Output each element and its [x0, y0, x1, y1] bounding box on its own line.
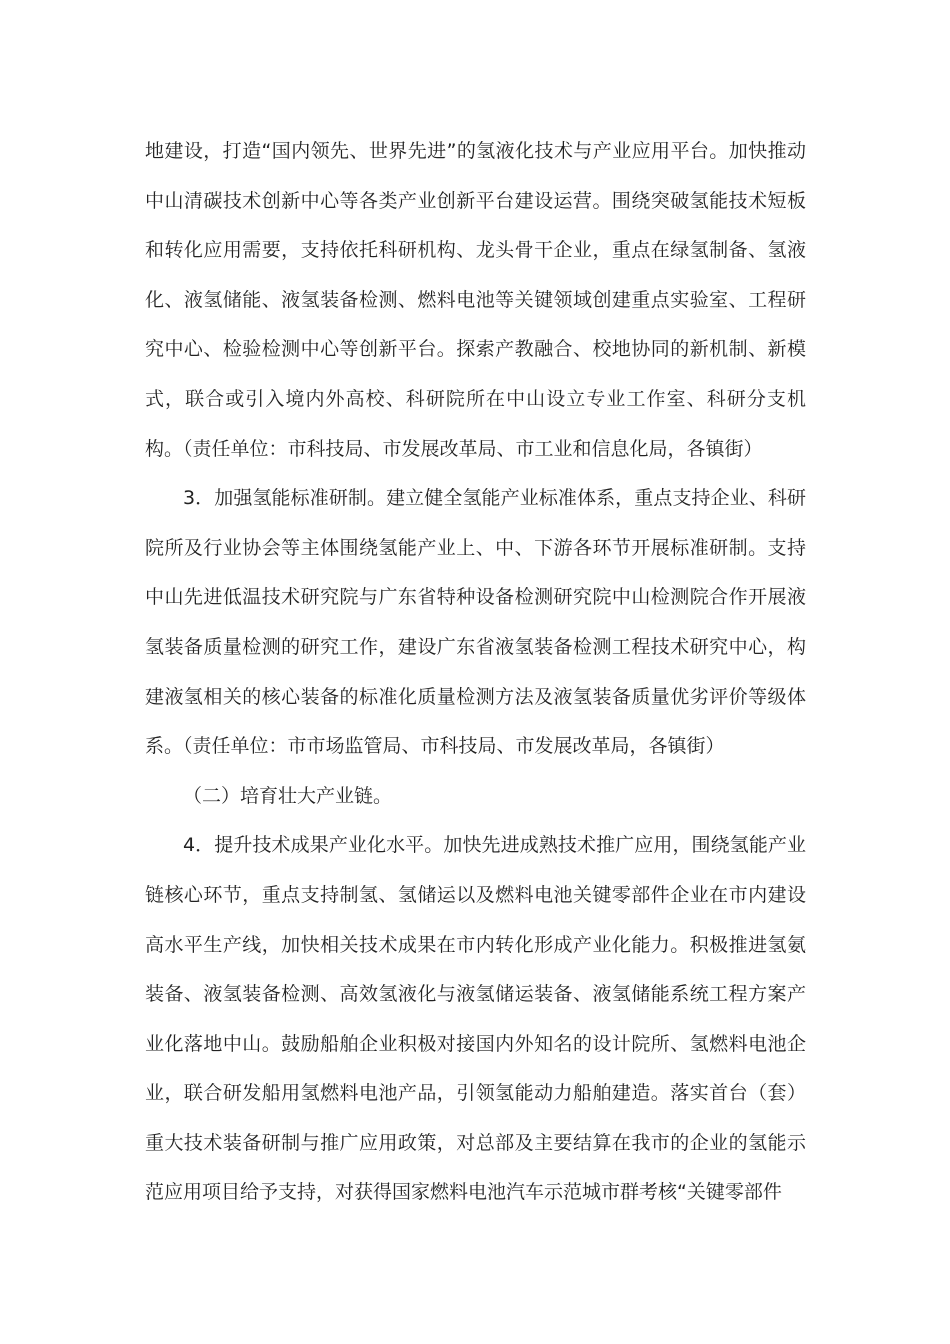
paragraph-continued-platforms: 地建设，打造“国内领先、世界先进”的氢液化技术与产业应用平台。加快推动中山清碳技术创新中心等各类产业创新平台建设运营。围绕突破氢能技术短板和转化应用需要，支持依托科研机构、龙头骨干企业，重点在绿氢制备、氢液化、液氢储能、液氢装备检测、燃料电池等关键领域创建重点实验室、工程研究中心、检验检测中心等创新平台。探索产教融合、校地协同的新机制、新模式，联合或引入境内外高校、科研院所在中山设立专业工作室、科研分支机构。（责任单位：市科技局、市发展改革局、市工业和信息化局，各镇街） — [145, 140, 806, 460]
paragraph-item-4-industrialization: 4．提升技术成果产业化水平。加快先进成熟技术推广应用，围绕氢能产业链核心环节，重点支持制氢、氢储运以及燃料电池关键零部件企业在市内建设高水平生产线，加快相关技术成果在市内转化形成产业化能力。积极推进氢氨装备、液氢装备检测、高效氢液化与液氢储运装备、液氢储能系统工程方案产业化落地中山。鼓励船舶企业积极对接国内外知名的设计院所、氢燃料电池企业，联合研发船用氢燃料电池产品，引领氢能动力船舶建造。落实首台（套）重大技术装备研制与推广应用政策，对总部及主要结算在我市的企业的氢能示范应用项目给予支持，对获得国家燃料电池汽车示范城市群考核“关键零部件 — [145, 834, 806, 1204]
document-body — [145, 127, 806, 1218]
paragraph-item-3-standards: 3．加强氢能标准研制。建立健全氢能产业标准体系，重点支持企业、科研院所及行业协会等主体围绕氢能产业上、中、下游各环节开展标准研制。支持中山先进低温技术研究院与广东省特种设备检测研究院中山检测院合作开展液氢装备质量检测的研究工作，建设广东省液氢装备检测工程技术研究中心，构建液氢相关的核心装备的标准化质量检测方法及液氢装备质量优劣评价等级体系。（责任单位：市市场监管局、市科技局、市发展改革局，各镇街） — [145, 487, 806, 758]
section-heading-industry-chain: （二）培育壮大产业链。 — [183, 784, 393, 807]
